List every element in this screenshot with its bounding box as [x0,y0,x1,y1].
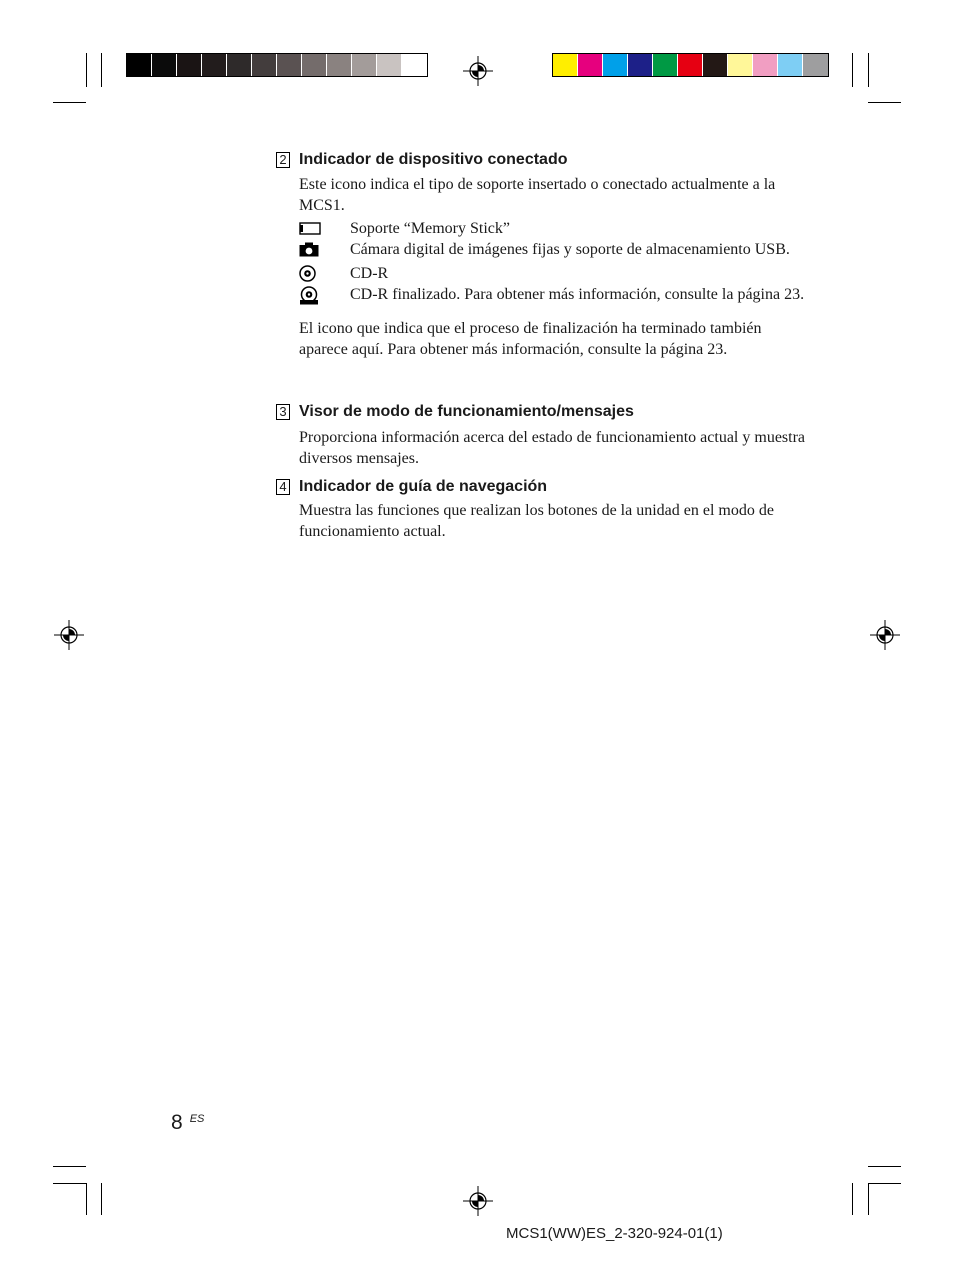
section-heading [276,477,806,497]
page-number-value: 8 [171,1111,183,1134]
color-swatch [277,54,302,76]
color-swatch [152,54,177,76]
icon-description: Soporte “Memory Stick” [350,220,510,237]
section-number: 4 [276,479,290,495]
color-swatch [703,54,728,76]
section-navigation-guide-indicator [276,477,806,542]
section-number: 2 [276,152,290,168]
page-number [171,1111,204,1135]
color-swatch [678,54,703,76]
section-body: Muestra las funciones que realizan los botones de la unidad en el modo de funcionamiento actual. [299,502,774,540]
icon-list-item [299,284,806,307]
section-title: Visor de modo de funcionamiento/mensajes [299,403,634,420]
page-language: ES [189,1113,205,1125]
section-outro: El icono que indica que el proceso de finalización ha terminado también aparece aquí. Para obtener más información, consulte la página 23. [299,320,762,358]
section-number: 3 [276,404,290,420]
color-swatch [402,54,427,76]
registration-mark-icon [463,56,493,86]
color-swatch [603,54,628,76]
section-connected-device-indicator [276,150,806,360]
section-heading [276,150,806,170]
color-swatch [778,54,803,76]
color-swatch [302,54,327,76]
document-code: MCS1(WW)ES_2-320-924-01(1) [506,1225,723,1242]
camera-icon [299,242,319,257]
section-title: Indicador de dispositivo conectado [299,151,568,168]
color-swatch [753,54,778,76]
section-body: Proporciona información acerca del estado de funcionamiento actual y muestra diversos mensajes. [299,429,806,467]
registration-mark-icon [463,1186,493,1216]
color-swatch [553,54,578,76]
section-mode-message-viewer [276,402,806,469]
color-swatch [377,54,402,76]
color-swatch [177,54,202,76]
section-intro: Este icono indica el tipo de soporte insertado o conectado actualmente a la MCS1. [299,176,776,214]
process-color-bar [552,53,829,77]
memory-stick-icon [299,222,321,235]
registration-mark-icon [54,620,84,650]
icon-list-item [299,218,806,239]
registration-mark-icon [870,620,900,650]
color-swatch [352,54,377,76]
icon-list-item [299,263,806,284]
color-swatch [803,54,828,76]
grayscale-color-bar [126,53,428,77]
cd-r-icon [299,265,316,282]
color-swatch [252,54,277,76]
icon-description: Cámara digital de imágenes fijas y soporte de almacenamiento USB. [350,241,790,258]
icon-description: CD-R finalizado. Para obtener más información, consulte la página 23. [350,286,805,303]
color-swatch [127,54,152,76]
color-swatch [327,54,352,76]
section-title: Indicador de guía de navegación [299,478,548,495]
icon-list-item [299,239,806,263]
icon-list [299,218,806,307]
color-swatch [653,54,678,76]
section-heading [276,402,806,422]
color-swatch [227,54,252,76]
color-swatch [628,54,653,76]
color-swatch [578,54,603,76]
cd-r-finalized-icon [299,286,319,305]
icon-description: CD-R [350,265,389,282]
color-swatch [728,54,753,76]
color-swatch [202,54,227,76]
